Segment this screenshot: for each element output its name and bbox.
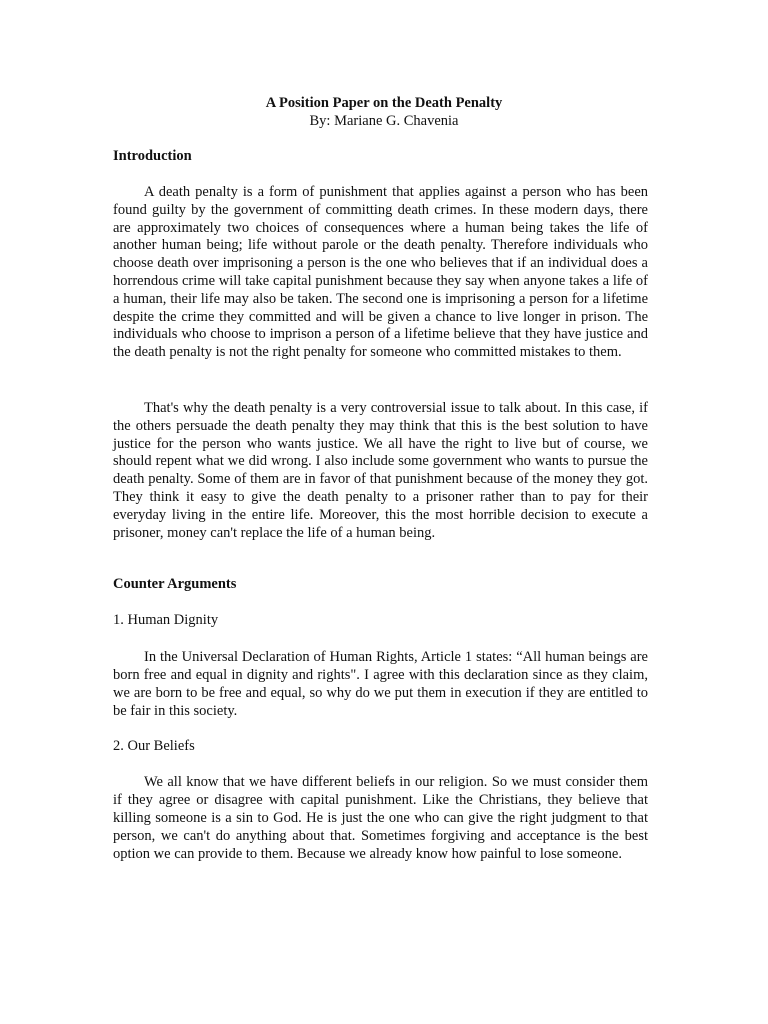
counter-argument-1-paragraph: In the Universal Declaration of Human Rights, Article 1 states: “All human beings are born free and equal in dignity and rights". I agree with this declaration since as they claim, we are born to be free and equal, so why do we put them in execution if they are entitled to be fair in this society. xyxy=(113,649,648,719)
counter-argument-2-paragraph: We all know that we have different beliefs in our religion. So we must consider them if they agree or disagree with capital punishment. Like the Christians, they believe that killing someone is a sin to God. He is just the one who can give the right judgment to that person, we can't do anything about that. Sometimes forgiving and acceptance is the best option we can provide to them. Because we already know how painful to lose someone. xyxy=(113,774,648,862)
counter-arguments-heading: Counter Arguments xyxy=(113,576,237,592)
introduction-heading: Introduction xyxy=(113,148,192,164)
introduction-paragraph-2: That's why the death penalty is a very controversial issue to talk about. In this case, if the others persuade the death penalty they may think that this is the best solution to have justice for the person who wants justice. We all have the right to live but of course, we should repent what we did wrong. I also include some government who wants to pursue the death penalty. Some of them are in favor of that punishment because of the money they got. They think it easy to give the death penalty to a prisoner rather than to pay for their everyday living in the entire life. Moreover, this the most horrible decision to execute a prisoner, money can't replace the life of a human being. xyxy=(113,400,648,541)
document-byline: By: Mariane G. Chavenia xyxy=(309,112,459,129)
title-block xyxy=(0,95,768,130)
counter-argument-1-label: 1. Human Dignity xyxy=(113,612,219,628)
counter-argument-2-label: 2. Our Beliefs xyxy=(113,738,195,754)
introduction-paragraph-1: A death penalty is a form of punishment that applies against a person who has been found guilty by the government of committing death crimes. In these modern days, there are approximately two choices of consequences where a human being takes the life of another human being; life without parole or the death penalty. Therefore individuals who choose death over imprisoning a person is the one who believes that if an individual does a horrendous crime will take capital punishment because they say when anyone takes a life of a human, their life may also be taken. The second one is imprisoning a person for a lifetime despite the crime they committed and will be given a chance to live longer in prison. The individuals who choose to imprison a person of a lifetime believe that they have justice and the death penalty is not the right penalty for someone who committed mistakes to them. xyxy=(113,184,648,361)
document-title: A Position Paper on the Death Penalty xyxy=(265,95,503,111)
